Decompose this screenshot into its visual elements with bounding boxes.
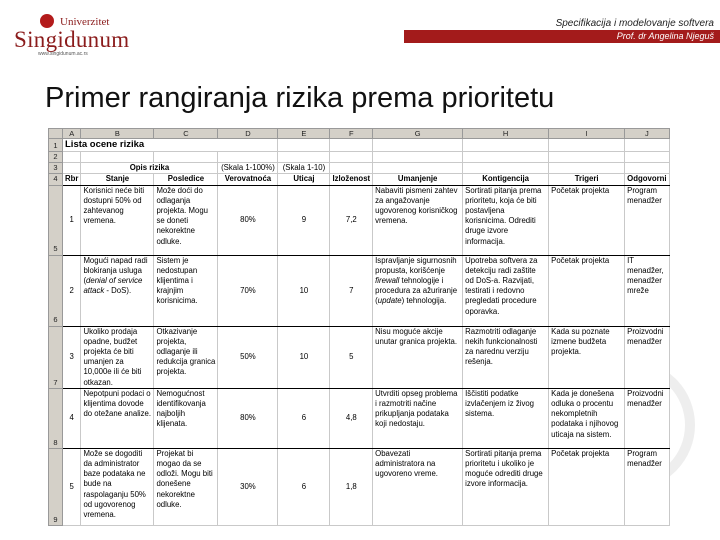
logo-url-text: www.singidunum.ac.rs bbox=[38, 51, 88, 57]
row-header-6[interactable]: 6 bbox=[49, 255, 63, 326]
risk-row bbox=[49, 388, 670, 448]
risk-uticaj-cell[interactable]: 9 bbox=[278, 185, 330, 255]
risk-trigeri-cell[interactable]: Početak projekta bbox=[549, 185, 625, 255]
col-header-f[interactable]: F bbox=[330, 129, 373, 139]
risk-odgovorni-cell[interactable]: Proizvodni menadžer bbox=[625, 388, 669, 448]
col-header-h[interactable]: H bbox=[463, 129, 549, 139]
cell[interactable] bbox=[278, 139, 330, 152]
cell[interactable] bbox=[278, 152, 330, 163]
risk-stanje-cell[interactable] bbox=[81, 255, 154, 326]
risk-rbr-cell[interactable]: 2 bbox=[63, 255, 81, 326]
risk-izlozenost-cell[interactable]: 1,8 bbox=[330, 448, 373, 525]
risk-verovatnoca-cell[interactable]: 80% bbox=[218, 185, 278, 255]
risk-posledice-cell[interactable]: Nemogućnost identifikovanja najboljih klijenata. bbox=[154, 388, 218, 448]
row-header-9[interactable]: 9 bbox=[49, 448, 63, 525]
risk-trigeri-cell[interactable]: Kada su poznate izmene budžeta projekta. bbox=[549, 326, 625, 388]
risk-kontigencija-cell[interactable]: Iščistiti podatke izvlačenjem iz živog sistema. bbox=[463, 388, 549, 448]
row-header-5[interactable]: 5 bbox=[49, 185, 63, 255]
risk-uticaj-cell[interactable]: 6 bbox=[278, 388, 330, 448]
risk-stanje-cell[interactable]: Nepotpuni podaci o klijentima dovode do otežane analize. bbox=[81, 388, 154, 448]
umanjenje-text-em2: update bbox=[377, 296, 402, 306]
author-name: Prof. dr Angelina Njeguš bbox=[616, 31, 714, 41]
risk-stanje-cell[interactable]: Može se dogoditi da administrator baze podataka ne bude na raspolaganju 50% od ugovorenog vremena. bbox=[81, 448, 154, 525]
col-header-j[interactable]: J bbox=[625, 129, 669, 139]
cell[interactable] bbox=[63, 152, 81, 163]
row-header-7[interactable]: 7 bbox=[49, 326, 63, 388]
col-umanjenje-header[interactable]: Umanjenje bbox=[373, 174, 463, 185]
col-trigeri-header[interactable]: Trigeri bbox=[549, 174, 625, 185]
risk-stanje-cell[interactable]: Ukoliko prodaja opadne, budžet projekta će biti umanjen za 10,000e ili će biti otkazan. bbox=[81, 326, 154, 388]
university-logo bbox=[8, 10, 130, 58]
risk-row bbox=[49, 326, 670, 388]
sheet-row-2 bbox=[49, 152, 670, 163]
row-header-2[interactable]: 2 bbox=[49, 152, 63, 163]
logo-main-text: Singidunum bbox=[14, 27, 130, 52]
slide-title: Primer rangiranja rizika prema prioritetu bbox=[45, 82, 555, 114]
cell[interactable] bbox=[625, 163, 669, 174]
sheet-row-1 bbox=[49, 139, 670, 152]
row-header-8[interactable]: 8 bbox=[49, 388, 63, 448]
row-header-3[interactable]: 3 bbox=[49, 163, 63, 174]
col-uticaj-header[interactable]: Uticaj bbox=[278, 174, 330, 185]
cell[interactable] bbox=[63, 163, 81, 174]
sheet-row-3 bbox=[49, 163, 670, 174]
cell[interactable] bbox=[330, 152, 373, 163]
risk-trigeri-cell[interactable]: Početak projekta bbox=[549, 255, 625, 326]
cell[interactable] bbox=[549, 139, 625, 152]
risk-posledice-cell[interactable]: Može doći do odlaganja projekta. Mogu se doneti nekorektne odluke. bbox=[154, 185, 218, 255]
risk-uticaj-cell[interactable]: 6 bbox=[278, 448, 330, 525]
stanje-text-b: - DoS). bbox=[104, 286, 132, 296]
crest-icon bbox=[40, 14, 54, 28]
risk-izlozenost-cell[interactable]: 5 bbox=[330, 326, 373, 388]
risk-umanjenje-cell[interactable]: Utvrditi opseg problema i razmotriti načine prikupljanja podataka koji nedostaju. bbox=[373, 388, 463, 448]
cell[interactable] bbox=[81, 152, 154, 163]
row-header-1[interactable]: 1 bbox=[49, 139, 63, 152]
risk-posledice-cell[interactable]: Projekat bi mogao da se odloži. Mogu biti donešene nekorektne odluke. bbox=[154, 448, 218, 525]
stanje-text-em: denial of service attack bbox=[83, 276, 143, 296]
column-header-row bbox=[49, 129, 670, 139]
risk-kontigencija-cell[interactable]: Sortirati pitanja prema prioritetu, koja će biti postavljena korisnicima. Odrediti druge izvore informacija. bbox=[463, 185, 549, 255]
cell[interactable] bbox=[154, 152, 218, 163]
cell[interactable] bbox=[330, 163, 373, 174]
cell[interactable] bbox=[549, 163, 625, 174]
umanjenje-text-em1: firewall bbox=[375, 276, 400, 286]
risk-stanje-cell[interactable]: Korisnici neće biti dostupni 50% od zahtevanog vremena. bbox=[81, 185, 154, 255]
risk-verovatnoca-cell[interactable]: 30% bbox=[218, 448, 278, 525]
group-header-cell[interactable]: Opis rizika bbox=[81, 163, 218, 174]
risk-umanjenje-cell[interactable]: Nisu moguće akcije unutar granica projekta. bbox=[373, 326, 463, 388]
logo-top-text: Univerzitet bbox=[60, 16, 110, 28]
risk-rbr-cell[interactable]: 5 bbox=[63, 448, 81, 525]
risk-posledice-cell[interactable]: Sistem je nedostupan klijentima i krajnjim korisnicima. bbox=[154, 255, 218, 326]
cell[interactable] bbox=[625, 139, 669, 152]
cell[interactable] bbox=[549, 152, 625, 163]
risk-row bbox=[49, 448, 670, 525]
umanjenje-text-c: ) tehnologija. bbox=[401, 296, 447, 306]
cell[interactable] bbox=[463, 152, 549, 163]
umanjenje-text-b: tehnologije i procedura za ažuriranje ( bbox=[375, 276, 458, 306]
cell[interactable] bbox=[373, 163, 463, 174]
risk-umanjenje-cell[interactable] bbox=[373, 255, 463, 326]
risk-row bbox=[49, 255, 670, 326]
sheet-title-cell[interactable]: Lista ocene rizika bbox=[63, 139, 218, 152]
scale-pct-cell[interactable]: (Skala 1-100%) bbox=[218, 163, 278, 174]
cell[interactable] bbox=[218, 152, 278, 163]
risk-rbr-cell[interactable]: 4 bbox=[63, 388, 81, 448]
risk-odgovorni-cell[interactable]: Proizvodni menadžer bbox=[625, 326, 669, 388]
sheet-row-4 bbox=[49, 174, 670, 185]
risk-trigeri-cell[interactable]: Početak projekta bbox=[549, 448, 625, 525]
col-header-e[interactable]: E bbox=[278, 129, 330, 139]
risk-odgovorni-cell[interactable]: Program menadžer bbox=[625, 185, 669, 255]
risk-uticaj-cell[interactable]: 10 bbox=[278, 326, 330, 388]
col-odgovorni-header[interactable]: Odgovorni bbox=[625, 174, 669, 185]
risk-verovatnoca-cell[interactable]: 50% bbox=[218, 326, 278, 388]
corner-cell[interactable] bbox=[49, 129, 63, 139]
cell[interactable] bbox=[463, 139, 549, 152]
risk-izlozenost-cell[interactable]: 4,8 bbox=[330, 388, 373, 448]
col-header-g[interactable]: G bbox=[373, 129, 463, 139]
risk-kontigencija-cell[interactable]: Razmotriti odlaganje nekih funkcionalnosti za narednu verziju rešenja. bbox=[463, 326, 549, 388]
cell[interactable] bbox=[373, 152, 463, 163]
risk-uticaj-cell[interactable]: 10 bbox=[278, 255, 330, 326]
col-header-a[interactable]: A bbox=[63, 129, 81, 139]
risk-verovatnoca-cell[interactable]: 80% bbox=[218, 388, 278, 448]
risk-umanjenje-cell[interactable]: Obavezati administratora na ugovoreno vreme. bbox=[373, 448, 463, 525]
col-rbr-header[interactable]: Rbr bbox=[63, 174, 81, 185]
col-verovatnoca-header[interactable]: Verovatnoća bbox=[218, 174, 278, 185]
risk-izlozenost-cell[interactable]: 7 bbox=[330, 255, 373, 326]
risk-odgovorni-cell[interactable]: IT menadžer, menadžer mreže bbox=[625, 255, 669, 326]
risk-row bbox=[49, 185, 670, 255]
cell[interactable] bbox=[463, 163, 549, 174]
umanjenje-text-a: Ispravljanje sigurnosnih propusta, korišćenje bbox=[375, 255, 457, 275]
stanje-text-a: Mogući napad radi blokiranja usluga ( bbox=[83, 255, 148, 286]
course-title: Specifikacija i modelovanje softvera bbox=[555, 18, 714, 29]
col-stanje-header[interactable]: Stanje bbox=[81, 174, 154, 185]
risk-odgovorni-cell[interactable]: Program menadžer bbox=[625, 448, 669, 525]
risk-kontigencija-cell[interactable]: Upotreba softvera za detekciju radi zaštite od DoS-a. Razvijati, testirati i redovno pregledati procedure oporavka. bbox=[463, 255, 549, 326]
row-header-4[interactable]: 4 bbox=[49, 174, 63, 185]
risk-kontigencija-cell[interactable]: Sortirati pitanja prema prioritetu i ukoliko je moguće odrediti druge izvore informacija. bbox=[463, 448, 549, 525]
col-header-c[interactable]: C bbox=[154, 129, 218, 139]
risk-rbr-cell[interactable]: 3 bbox=[63, 326, 81, 388]
cell[interactable] bbox=[330, 139, 373, 152]
risk-trigeri-cell[interactable]: Kada je donešena odluka o procentu nekompletnih podataka i njihovog uticaja na sistem. bbox=[549, 388, 625, 448]
cell[interactable] bbox=[625, 152, 669, 163]
col-kontigencija-header[interactable]: Kontigencija bbox=[463, 174, 549, 185]
risk-izlozenost-cell[interactable]: 7,2 bbox=[330, 185, 373, 255]
risk-spreadsheet bbox=[48, 128, 670, 526]
risk-rbr-cell[interactable]: 1 bbox=[63, 185, 81, 255]
risk-umanjenje-cell[interactable]: Nabaviti pismeni zahtev za angažovanje ugovorenog korisničkog vremena. bbox=[373, 185, 463, 255]
col-posledice-header[interactable]: Posledice bbox=[154, 174, 218, 185]
col-header-i[interactable]: I bbox=[549, 129, 625, 139]
col-header-b[interactable]: B bbox=[81, 129, 154, 139]
risk-posledice-cell[interactable]: Otkazivanje projekta, odlaganje ili redukcija granica projekta. bbox=[154, 326, 218, 388]
scale-10-cell[interactable]: (Skala 1-10) bbox=[278, 163, 330, 174]
cell[interactable] bbox=[373, 139, 463, 152]
col-header-d[interactable]: D bbox=[218, 129, 278, 139]
risk-verovatnoca-cell[interactable]: 70% bbox=[218, 255, 278, 326]
cell[interactable] bbox=[218, 139, 278, 152]
col-izlozenost-header[interactable]: Izloženost bbox=[330, 174, 373, 185]
